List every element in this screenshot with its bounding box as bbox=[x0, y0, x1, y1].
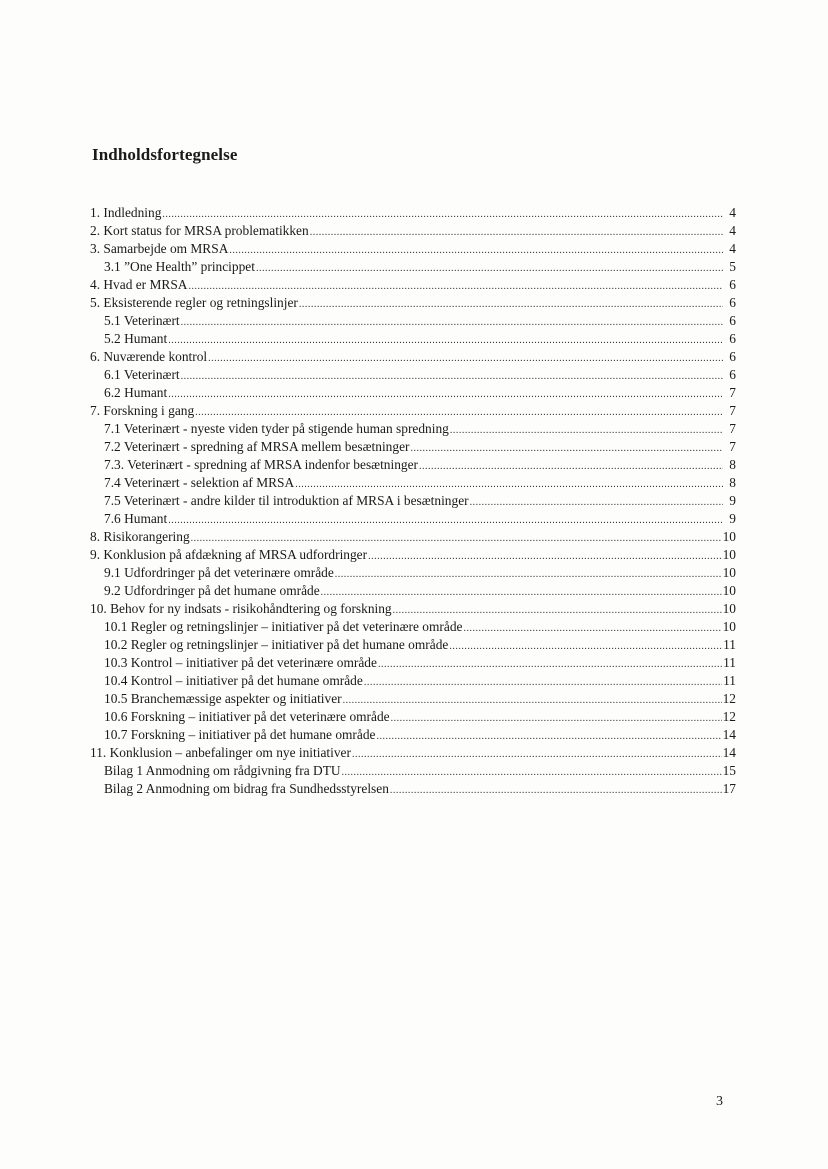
toc-entry-page: 15 bbox=[722, 763, 736, 778]
toc-entry[interactable] bbox=[90, 366, 736, 384]
toc-entry-label: 6. Nuværende kontrol bbox=[90, 349, 208, 364]
toc-entry-page: 5 bbox=[729, 259, 736, 274]
toc-entry[interactable] bbox=[90, 330, 736, 348]
toc-leader-dots bbox=[181, 312, 723, 332]
toc-leader-dots bbox=[168, 330, 723, 350]
toc-entry-label: 10.7 Forskning – initiativer på det humane område bbox=[104, 727, 376, 742]
toc-entry-label: 7.2 Veterinært - spredning af MRSA mellem besætninger bbox=[104, 439, 410, 454]
toc-leader-dots bbox=[208, 348, 723, 368]
toc-entry[interactable] bbox=[90, 744, 736, 762]
toc-entry-label: 9. Konklusion på afdækning af MRSA udfordringer bbox=[90, 547, 368, 562]
toc-entry-page: 4 bbox=[729, 241, 736, 256]
toc-leader-dots bbox=[364, 672, 722, 692]
toc-leader-dots bbox=[376, 726, 721, 746]
toc-entry-label: Bilag 2 Anmodning om bidrag fra Sundhedsstyrelsen bbox=[104, 781, 389, 796]
toc-entry[interactable] bbox=[90, 528, 736, 546]
toc-entry-page: 14 bbox=[722, 745, 736, 760]
toc-entry-label: 7.4 Veterinært - selektion af MRSA bbox=[104, 475, 295, 490]
toc-entry-label: 7.1 Veterinært - nyeste viden tyder på stigende human spredning bbox=[104, 421, 449, 436]
toc-entry-label: 9.2 Udfordringer på det humane område bbox=[104, 583, 320, 598]
toc-entry-page: 17 bbox=[722, 781, 736, 796]
toc-entry-page: 10 bbox=[722, 529, 736, 544]
toc-entry-page: 10 bbox=[722, 565, 736, 580]
toc-entry-label: 10. Behov for ny indsats - risikohåndtering og forskning bbox=[90, 601, 392, 616]
toc-entry-page: 9 bbox=[729, 511, 736, 526]
toc-leader-dots bbox=[229, 240, 723, 260]
toc-leader-dots bbox=[299, 294, 723, 314]
toc-entry[interactable] bbox=[90, 240, 736, 258]
toc-entry-page: 14 bbox=[722, 727, 736, 742]
toc-entry-page: 7 bbox=[729, 439, 736, 454]
toc-entry[interactable] bbox=[90, 294, 736, 312]
toc-entry[interactable] bbox=[90, 654, 736, 672]
toc-entry-page: 10 bbox=[722, 601, 736, 616]
toc-entry[interactable] bbox=[90, 402, 736, 420]
toc-entry[interactable] bbox=[90, 636, 736, 654]
toc-entry-page: 6 bbox=[729, 313, 736, 328]
toc-entry-page: 4 bbox=[729, 205, 736, 220]
toc-entry[interactable] bbox=[90, 600, 736, 618]
toc-entry-label: 6.2 Humant bbox=[104, 385, 168, 400]
toc-leader-dots bbox=[321, 582, 722, 602]
toc-entry-label: 10.3 Kontrol – initiativer på det veterinære område bbox=[104, 655, 377, 670]
toc-entry-label: 7.3. Veterinært - spredning af MRSA indenfor besætninger bbox=[104, 457, 419, 472]
toc-entry-page: 12 bbox=[722, 709, 736, 724]
toc-entry-label: 5.2 Humant bbox=[104, 331, 168, 346]
toc-entry-label: 2. Kort status for MRSA problematikken bbox=[90, 223, 309, 238]
toc-entry-page: 6 bbox=[729, 331, 736, 346]
toc-leader-dots bbox=[352, 744, 722, 764]
toc-entry-page: 7 bbox=[729, 385, 736, 400]
toc-entry-page: 11 bbox=[723, 637, 736, 652]
toc-leader-dots bbox=[168, 384, 723, 404]
toc-leader-dots bbox=[335, 564, 722, 584]
toc-entry-page: 7 bbox=[729, 421, 736, 436]
toc-entry-page: 11 bbox=[723, 655, 736, 670]
toc-entry-page: 6 bbox=[729, 349, 736, 364]
toc-entry-label: 5.1 Veterinært bbox=[104, 313, 180, 328]
toc-leader-dots bbox=[168, 510, 723, 530]
toc-entry-page: 6 bbox=[729, 367, 736, 382]
toc-leader-dots bbox=[410, 438, 723, 458]
toc-entry-page: 8 bbox=[729, 457, 736, 472]
toc-entry-label: 8. Risikorangering bbox=[90, 529, 190, 544]
toc-leader-dots bbox=[449, 636, 722, 656]
toc-leader-dots bbox=[463, 618, 721, 638]
toc-leader-dots bbox=[343, 690, 722, 710]
toc-leader-dots bbox=[390, 780, 722, 800]
toc-entry[interactable] bbox=[90, 312, 736, 330]
toc-entry-page: 10 bbox=[722, 583, 736, 598]
table-of-contents bbox=[90, 204, 736, 798]
toc-leader-dots bbox=[450, 420, 723, 440]
toc-entry-label: 5. Eksisterende regler og retningslinjer bbox=[90, 295, 298, 310]
toc-entry-label: 10.5 Branchemæssige aspekter og initiativer bbox=[104, 691, 342, 706]
toc-entry[interactable] bbox=[90, 672, 736, 690]
toc-leader-dots bbox=[195, 402, 723, 422]
toc-entry-label: 7. Forskning i gang bbox=[90, 403, 195, 418]
toc-entry[interactable] bbox=[90, 546, 736, 564]
toc-entry-label: 6.1 Veterinært bbox=[104, 367, 180, 382]
toc-entry[interactable] bbox=[90, 780, 736, 798]
toc-leader-dots bbox=[310, 222, 723, 242]
page-number: 3 bbox=[716, 1094, 723, 1109]
toc-leader-dots bbox=[393, 600, 722, 620]
toc-leader-dots bbox=[419, 456, 723, 476]
toc-entry[interactable] bbox=[90, 420, 736, 438]
toc-entry-label: 10.6 Forskning – initiativer på det veterinære område bbox=[104, 709, 390, 724]
toc-leader-dots bbox=[256, 258, 723, 278]
toc-entry[interactable] bbox=[90, 222, 736, 240]
toc-entry[interactable] bbox=[90, 258, 736, 276]
toc-entry-page: 8 bbox=[729, 475, 736, 490]
toc-entry[interactable] bbox=[90, 348, 736, 366]
toc-entry-label: 9.1 Udfordringer på det veterinære område bbox=[104, 565, 334, 580]
toc-entry[interactable] bbox=[90, 762, 736, 780]
toc-entry-label: 7.6 Humant bbox=[104, 511, 168, 526]
toc-leader-dots bbox=[470, 492, 723, 512]
toc-entry-label: 7.5 Veterinært - andre kilder til introduktion af MRSA i besætninger bbox=[104, 493, 469, 508]
toc-entry[interactable] bbox=[90, 582, 736, 600]
toc-leader-dots bbox=[391, 708, 722, 728]
toc-entry-label: 3. Samarbejde om MRSA bbox=[90, 241, 229, 256]
toc-entry-label: 3.1 ”One Health” princippet bbox=[104, 259, 255, 274]
toc-entry[interactable] bbox=[90, 204, 736, 222]
toc-entry-label: 10.4 Kontrol – initiativer på det humane område bbox=[104, 673, 363, 688]
toc-entry[interactable] bbox=[90, 726, 736, 744]
toc-entry[interactable] bbox=[90, 510, 736, 528]
toc-entry[interactable] bbox=[90, 618, 736, 636]
toc-leader-dots bbox=[378, 654, 722, 674]
toc-entry-label: Bilag 1 Anmodning om rådgivning fra DTU bbox=[104, 763, 341, 778]
toc-entry[interactable] bbox=[90, 690, 736, 708]
toc-entry-page: 12 bbox=[722, 691, 736, 706]
toc-entry-page: 4 bbox=[729, 223, 736, 238]
toc-entry[interactable] bbox=[90, 564, 736, 582]
toc-entry-label: 10.1 Regler og retningslinjer – initiativer på det veterinære område bbox=[104, 619, 463, 634]
toc-entry[interactable] bbox=[90, 438, 736, 456]
toc-leader-dots bbox=[181, 366, 723, 386]
toc-leader-dots bbox=[191, 528, 722, 548]
toc-leader-dots bbox=[342, 762, 722, 782]
toc-entry-label: 10.2 Regler og retningslinjer – initiativer på det humane område bbox=[104, 637, 449, 652]
toc-entry-page: 11 bbox=[723, 673, 736, 688]
toc-entry[interactable] bbox=[90, 384, 736, 402]
toc-entry-page: 10 bbox=[722, 547, 736, 562]
toc-entry[interactable] bbox=[90, 456, 736, 474]
page-title: Indholdsfortegnelse bbox=[92, 145, 238, 164]
toc-entry-page: 10 bbox=[722, 619, 736, 634]
toc-entry[interactable] bbox=[90, 276, 736, 294]
toc-entry[interactable] bbox=[90, 708, 736, 726]
toc-entry-label: 4. Hvad er MRSA bbox=[90, 277, 188, 292]
toc-entry-label: 11. Konklusion – anbefalinger om nye initiativer bbox=[90, 745, 351, 760]
toc-entry-page: 7 bbox=[729, 403, 736, 418]
toc-entry-page: 6 bbox=[729, 277, 736, 292]
toc-entry-page: 6 bbox=[729, 295, 736, 310]
toc-entry[interactable] bbox=[90, 492, 736, 510]
toc-leader-dots bbox=[295, 474, 723, 494]
toc-entry-label: 1. Indledning bbox=[90, 205, 162, 220]
toc-leader-dots bbox=[188, 276, 723, 296]
toc-leader-dots bbox=[368, 546, 722, 566]
toc-entry[interactable] bbox=[90, 474, 736, 492]
toc-leader-dots bbox=[162, 204, 723, 224]
toc-entry-page: 9 bbox=[729, 493, 736, 508]
